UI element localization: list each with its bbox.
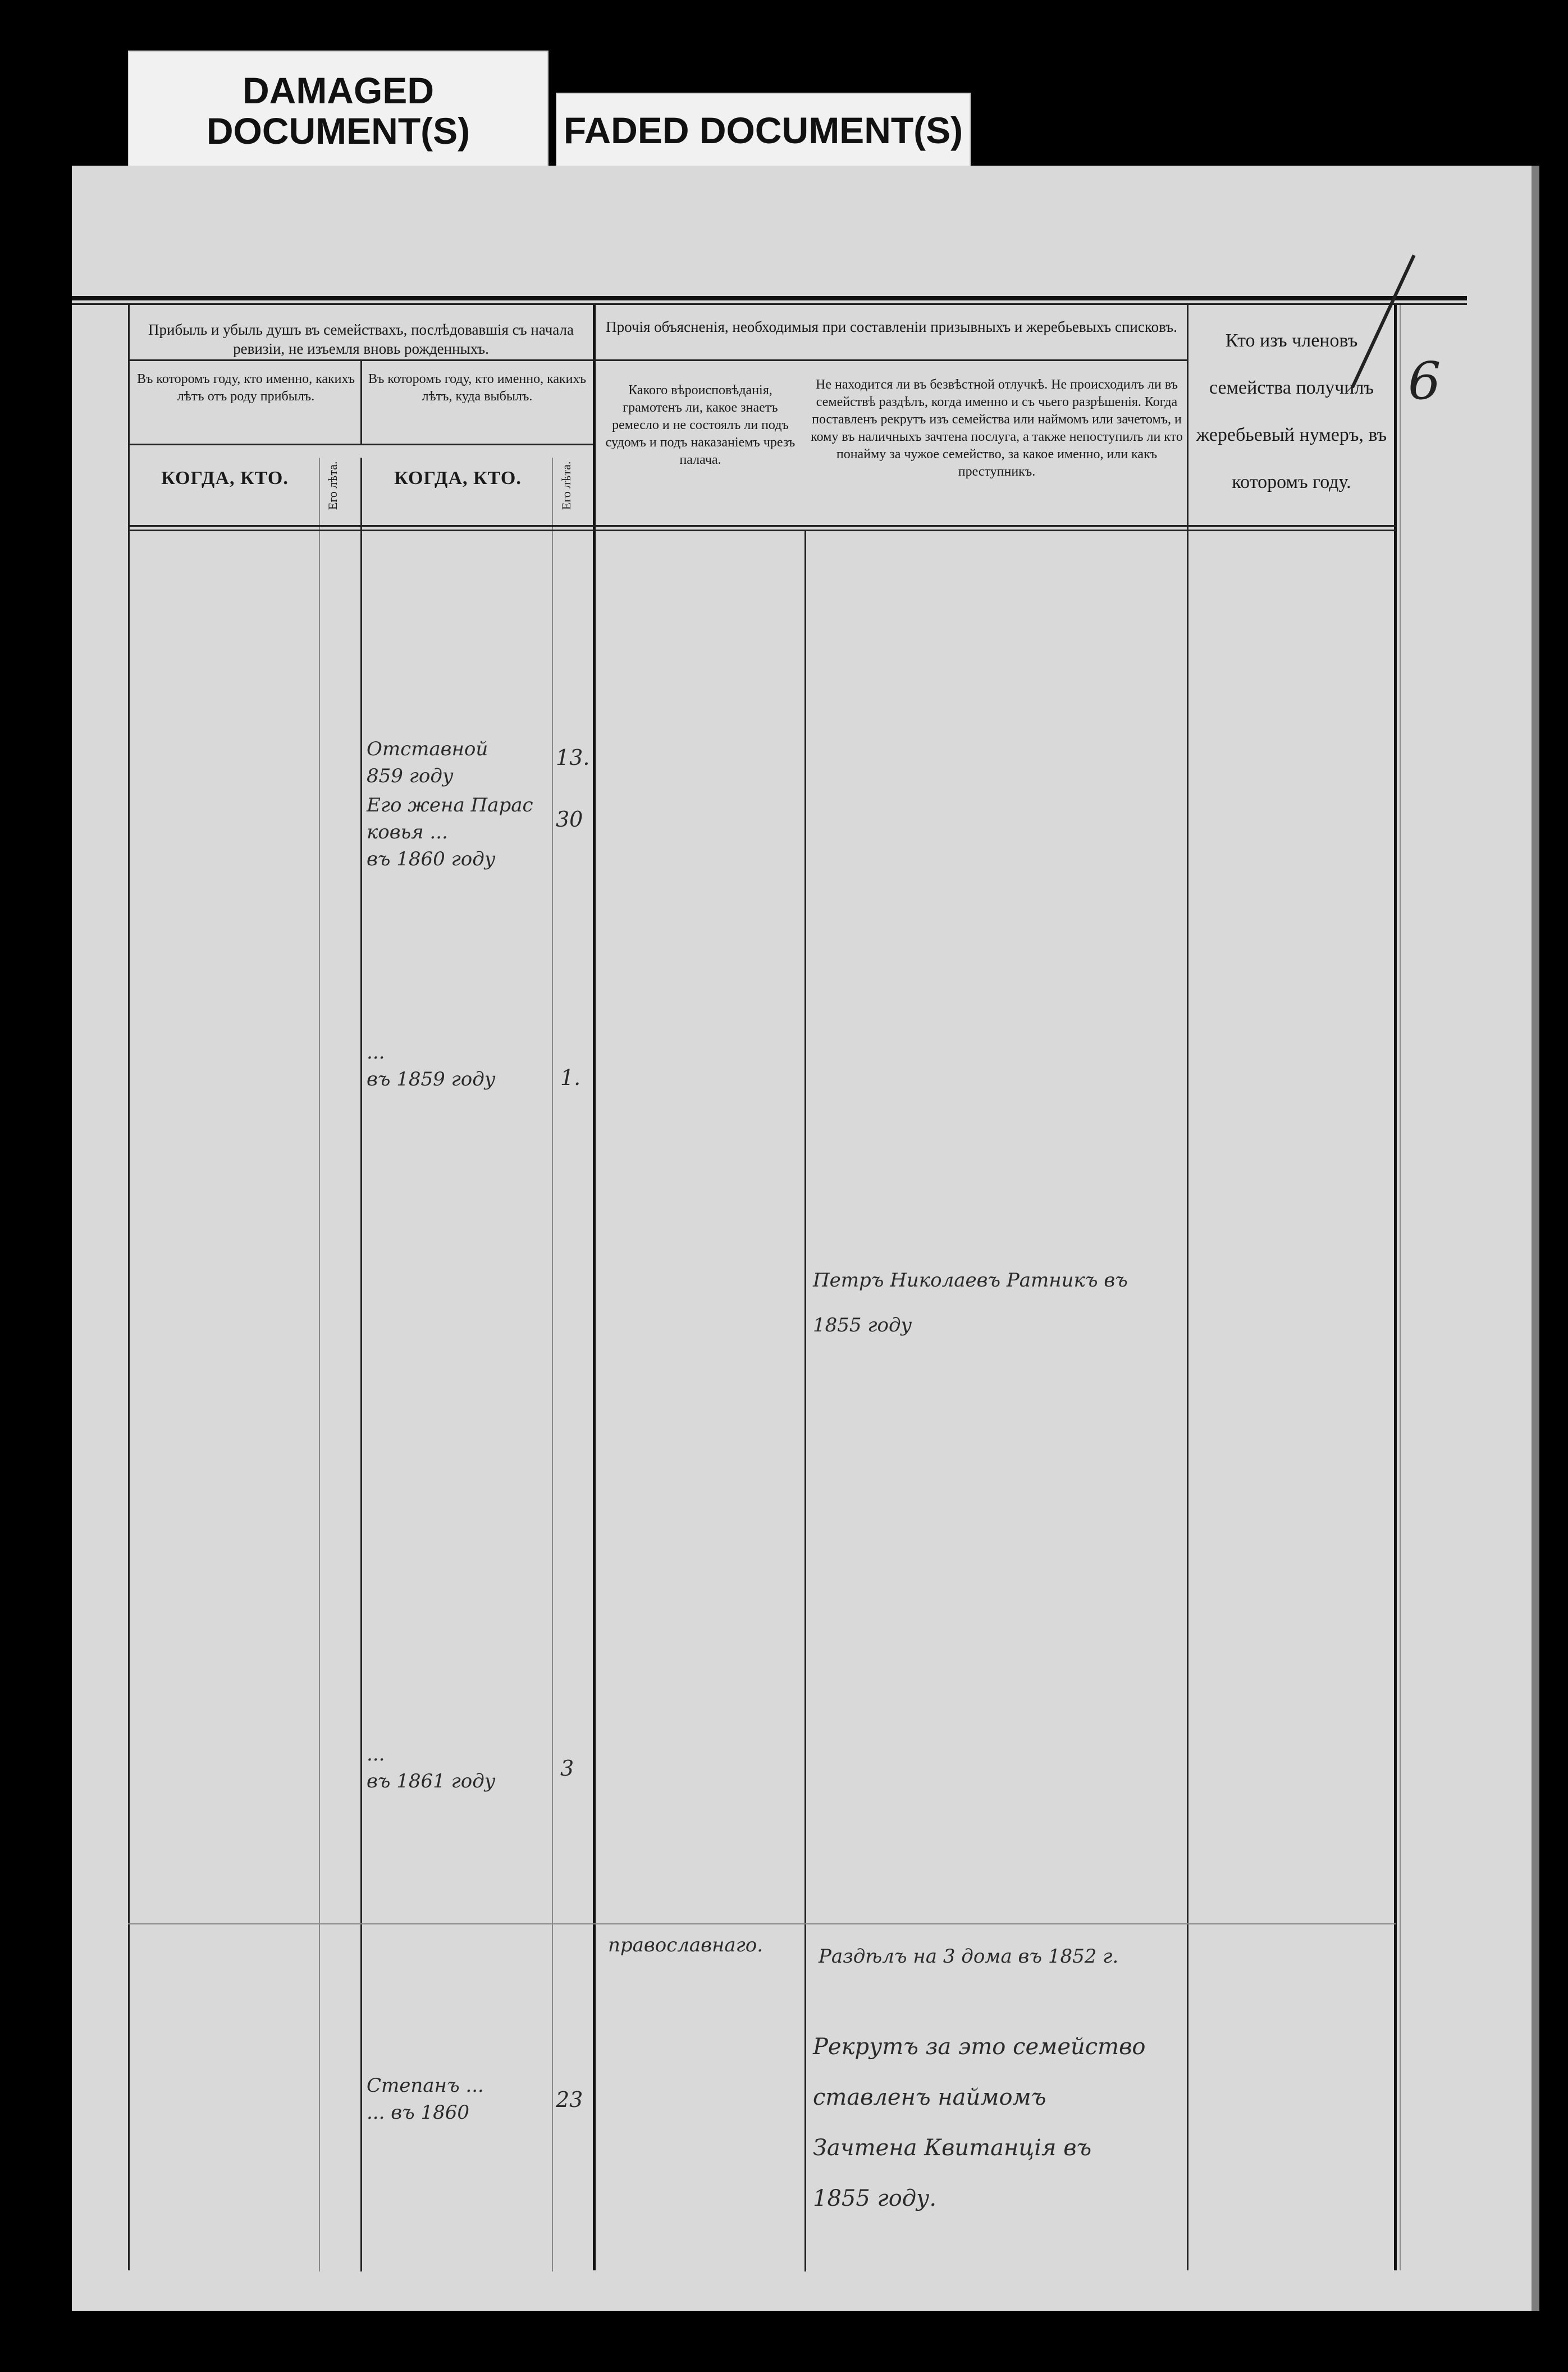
damaged-sticker-line-1: DAMAGED (243, 70, 434, 111)
damaged-document-sticker (128, 51, 548, 171)
header-departed: Въ которомъ году, кто именно, какихъ лѣтъ, куда выбылъ. (368, 372, 587, 404)
departed-entry-5: Степанъ ... ... въ 1860 (367, 2074, 484, 2124)
col-line-religion-right (804, 531, 806, 2271)
header-arrived: Въ которомъ году, кто именно, какихъ лѣтъ отъ роду прибылъ. (136, 372, 355, 404)
page-number: 6 (1408, 351, 1441, 411)
col-line-group-split (593, 305, 596, 2270)
header-age-arrived: Его лѣта. (326, 461, 340, 510)
header-group-left: Прибыль и убыль душъ въ семействахъ, послѣдовавшія съ начала ревизіи, не изъемля вновь рожденныхъ. (148, 321, 574, 357)
col-line-left-border (128, 305, 130, 2270)
departed-entry-1-age: 13. (556, 745, 590, 770)
hline-section-divider (128, 1923, 1396, 1924)
top-rule (72, 296, 1467, 300)
departed-entry-4: ... въ 1861 году (367, 1743, 496, 1792)
hline-under-header (128, 525, 1396, 527)
absence-entry-3: Рекрутъ за это семейство ставленъ наймомъ Зачтена Квитанція въ 1855 году. (813, 2034, 1146, 2211)
header-when-who-arrived: КОГДА, КТО. (161, 468, 289, 489)
departed-entry-3-age: 1. (560, 1065, 581, 1090)
col-line-absence-right (1187, 305, 1188, 2270)
departed-entry-2: Его жена Парас ковья ... въ 1860 году (367, 794, 533, 870)
header-age-departed: Его лѣта. (559, 461, 573, 510)
departed-entry-5-age: 23 (556, 2087, 583, 2112)
religion-entry-1: православнаго. (608, 1934, 764, 1956)
header-absence: Не находится ли въ безвѣстной отлучкѣ. Не происходилъ ли въ семействѣ раздѣлъ, когда именно и съ чьего разрѣшенія. Когда поставленъ рекрутъ изъ семейства или наймомъ или зачетомъ, и кому въ наличныхъ зачтена послуга, а также непоступилъ ли кто понаймy за чужое семейство, за какое именно, или какъ преступникъ. (811, 377, 1183, 479)
faded-document-sticker: FADED DOCUMENT(S) (556, 93, 971, 168)
departed-entry-1: Отставной 859 году (367, 738, 488, 787)
departed-entry-4-age: 3 (560, 1756, 574, 1781)
header-group-mid: Прочія объясненія, необходимыя при составленіи призывныхъ и жеребьевыхъ списковъ. (606, 318, 1177, 335)
top-rule-secondary (72, 303, 1467, 305)
hline-under-group-mid (593, 359, 1187, 361)
subheader-divider (360, 359, 362, 444)
col-line-arrived-age-left (319, 458, 320, 2271)
header-when-who-departed: КОГДА, КТО. (394, 468, 522, 489)
col-line-departed-age-left (552, 458, 553, 2271)
departed-entry-3: ... въ 1859 году (367, 1041, 496, 1091)
absence-entry-1: Петръ Николаевъ Ратникъ въ 1855 году (813, 1269, 1128, 1336)
damaged-sticker-line-2: DOCUMENT(S) (206, 110, 470, 152)
header-lot-number: Кто изъ членовъ семейства получилъ жеребьевый нумеръ, въ которомъ году. (1196, 330, 1387, 492)
hline-under-subheaders (128, 444, 593, 445)
ledger-page (72, 166, 1539, 2311)
departed-entry-2-age: 30 (556, 807, 583, 832)
col-line-right-border (1394, 305, 1397, 2270)
hline-under-header-double (128, 530, 1396, 531)
absence-entry-2: Раздѣлъ на 3 дома въ 1852 г. (819, 1945, 1119, 1968)
header-religion: Какого вѣроисповѣданія, грамотенъ ли, какое знаетъ ремесло и не состоялъ ли подъ судомъ и подъ наказаніемъ чрезъ палача. (605, 383, 796, 467)
col-line-arrived-age-right (360, 458, 362, 2271)
col-line-right-border-faint (1400, 305, 1401, 2270)
